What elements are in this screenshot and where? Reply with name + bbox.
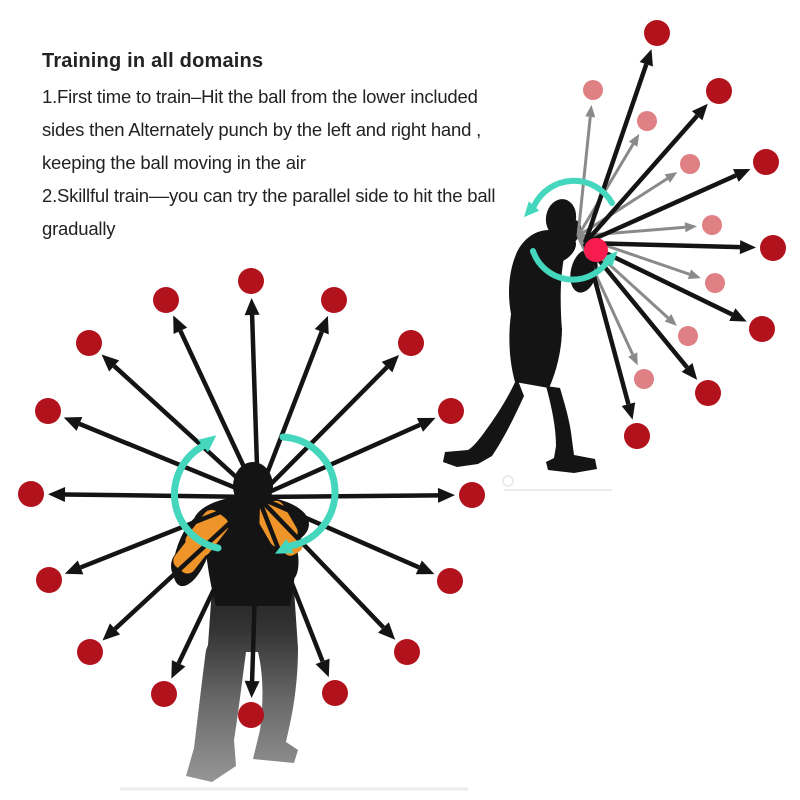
instruction-line-5: gradually (42, 218, 116, 239)
target-ball (153, 287, 179, 313)
punch-arrow-head (740, 240, 756, 254)
instructions-title: Training in all domains (42, 50, 264, 72)
punch-arrow-head (65, 560, 84, 574)
target-ball (394, 639, 420, 665)
target-ball (322, 680, 348, 706)
instruction-line-2: sides then Alternately punch by the left and right hand , (42, 119, 482, 140)
first-train-arrows (48, 298, 455, 698)
near-target-ball (634, 369, 654, 389)
target-ball (18, 481, 44, 507)
target-ball (76, 330, 102, 356)
target-ball (321, 287, 347, 313)
punch-arrow-head (640, 49, 653, 66)
punch-arrow (585, 116, 697, 243)
instruction-line-4: 2.Skillful train––you can try the parallel side to hit the ball (42, 185, 496, 206)
punch-arrow-head (622, 402, 636, 419)
near-target-ball (702, 215, 722, 235)
practice-arrow-head (688, 270, 701, 279)
far-target-ball (644, 20, 670, 46)
punch-arrow-head (48, 487, 65, 502)
punch-arrow-head (245, 681, 260, 698)
watermark-circle (503, 476, 513, 486)
far-target-ball (706, 78, 732, 104)
target-ball (238, 702, 264, 728)
target-ball (36, 567, 62, 593)
far-target-ball (753, 149, 779, 175)
far-target-ball (760, 235, 786, 261)
target-ball (238, 268, 264, 294)
target-ball (437, 568, 463, 594)
near-target-ball (678, 326, 698, 346)
punch-arrow (114, 366, 258, 497)
near-target-ball (680, 154, 700, 174)
punch-arrow (258, 367, 387, 497)
target-ball (35, 398, 61, 424)
target-ball (398, 330, 424, 356)
practice-arrow-head (685, 222, 697, 232)
far-target-ball (624, 423, 650, 449)
punch-arrow-head (315, 316, 329, 335)
boxer-profile-front-leg (546, 386, 597, 473)
skillful-train-practice-arrows (578, 105, 701, 365)
near-target-ball (637, 111, 657, 131)
near-target-ball (583, 80, 603, 100)
speed-ball-group (584, 238, 608, 262)
near-target-ball (705, 273, 725, 293)
target-ball (438, 398, 464, 424)
target-ball (77, 639, 103, 665)
punch-arrow-head (438, 488, 455, 503)
instructions (42, 50, 495, 245)
practice-arrow-head (585, 105, 595, 117)
speed-ball (584, 238, 608, 262)
instruction-line-3: keeping the ball moving in the air (42, 152, 306, 173)
punch-arrow-head (316, 659, 330, 678)
punch-arrow-head (245, 298, 260, 315)
punch-arrow (65, 494, 258, 497)
far-target-ball (749, 316, 775, 342)
punch-arrow (258, 495, 438, 497)
far-target-ball (695, 380, 721, 406)
target-ball (459, 482, 485, 508)
instruction-line-1: 1.First time to train–Hit the ball from the lower included (42, 86, 478, 107)
target-ball (151, 681, 177, 707)
